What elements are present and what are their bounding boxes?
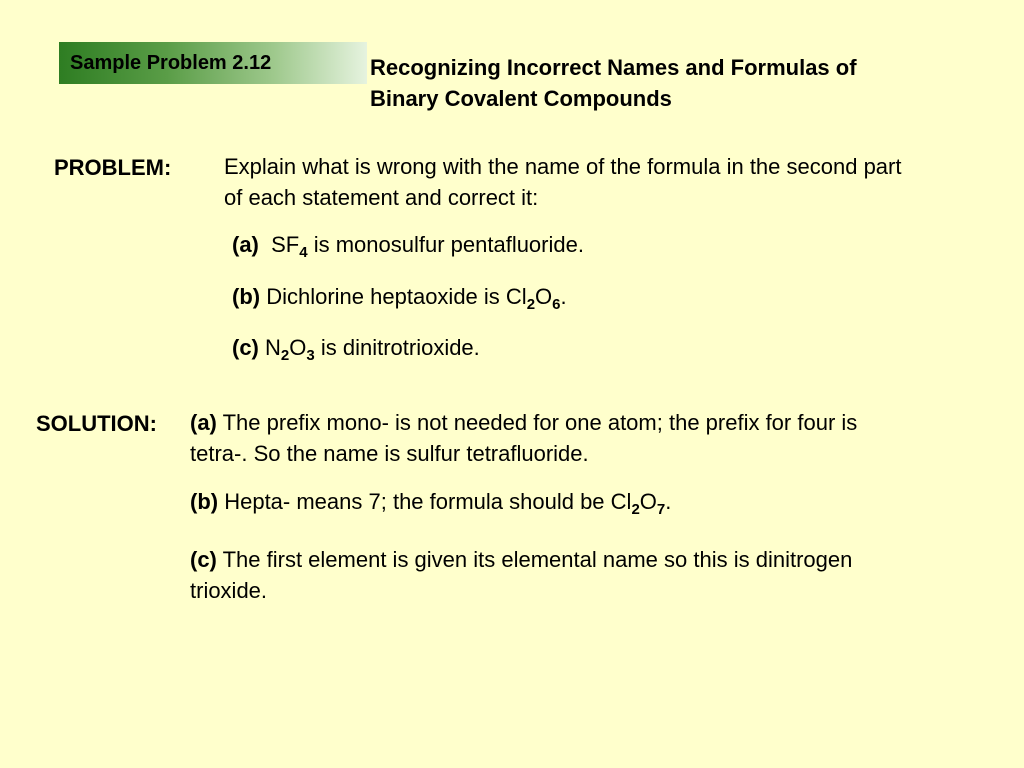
problem-item-c-text: is dinitrotrioxide. <box>314 335 480 360</box>
problem-item-b-formula: $Cl_2O_6$ <box>505 284 561 313</box>
solution-item-b-letter: (b) <box>190 489 219 514</box>
problem-item-a <box>232 232 584 261</box>
problem-item-b-letter: (b) <box>232 284 261 309</box>
solution-item-a-text: The prefix mono- is not needed for one atom; the prefix for four is tetra-. So the name is sulfur tetrafluoride. <box>190 410 858 466</box>
problem-item-c-letter: (c) <box>232 335 259 360</box>
problem-item-c <box>232 335 480 364</box>
solution-item-b-text: Hepta- means 7; the formula should be <box>218 489 611 514</box>
problem-item-b-text: Dichlorine heptaoxide is <box>260 284 506 309</box>
problem-label: PROBLEM: <box>54 155 172 180</box>
solution-item-b-formula: $Cl_2O_7$ <box>610 489 666 518</box>
solution-item-b: (b) Hepta- means 7; the formula should be $Cl_2O_7$. <box>190 489 672 518</box>
solution-item-a <box>190 407 920 469</box>
solution-item-c <box>190 544 890 606</box>
problem-intro: Explain what is wrong with the name of the formula in the second part of each statement and correct it: <box>224 154 902 210</box>
solution-item-c-letter: (c) <box>190 547 217 572</box>
problem-item-c-formula: $N_2O_3$ <box>265 335 315 364</box>
solution-item-a-letter: (a) <box>190 410 217 435</box>
problem-item-a-letter: (a) <box>232 232 259 257</box>
problem-item-a-formula: $SF_4$ <box>271 232 308 261</box>
problem-item-b: (b) Dichlorine heptaoxide is $Cl_2O_6$. <box>232 284 567 313</box>
sample-problem-badge <box>59 42 367 84</box>
problem-item-a-text: is monosulfur pentafluoride. <box>307 232 584 257</box>
slide-title: Recognizing Incorrect Names and Formulas of Binary Covalent Compounds <box>370 55 857 111</box>
solution-label: SOLUTION: <box>36 411 157 436</box>
solution-item-c-text: The first element is given its elemental name so this is dinitrogen trioxide. <box>190 547 853 603</box>
sample-problem-label: Sample Problem 2.12 <box>70 52 272 74</box>
